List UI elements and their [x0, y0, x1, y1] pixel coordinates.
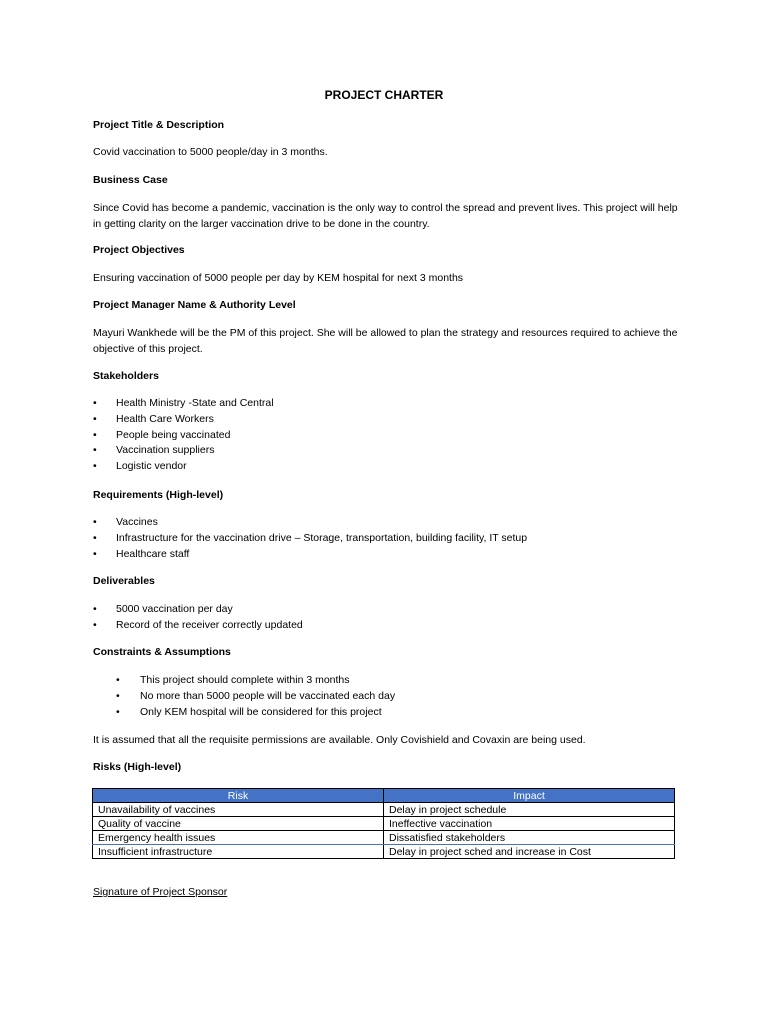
table-header-row [93, 789, 675, 803]
page-title: PROJECT CHARTER [324, 88, 444, 102]
table-cell: Delay in project sched and increase in Cost [384, 845, 675, 859]
risk-table [92, 788, 675, 859]
list-item: • This project should complete within 3 months [116, 673, 395, 689]
list-item: • Vaccination suppliers [93, 443, 274, 459]
table-cell: Emergency health issues [93, 831, 384, 845]
list-item: • Health Care Workers [93, 412, 274, 428]
constraints-list [116, 673, 395, 720]
text-title-description: Covid vaccination to 5000 people/day in 3 months. [93, 146, 328, 158]
list-item: • No more than 5000 people will be vaccinated each day [116, 689, 395, 705]
text-manager: Mayuri Wankhede will be the PM of this project. She will be allowed to plan the strategy and resources required to achieve the objective of this project. [93, 327, 678, 355]
heading-business-case: Business Case [93, 174, 168, 186]
stakeholders-list [93, 396, 274, 475]
text-objectives: Ensuring vaccination of 5000 people per day by KEM hospital for next 3 months [93, 272, 464, 284]
text-assumptions: It is assumed that all the requisite permissions are available. Only Covishield and Covaxin are being used. [93, 734, 586, 746]
table-cell: Quality of vaccine [93, 817, 384, 831]
signature-label: Signature of Project Sponsor [93, 886, 228, 898]
list-item: • Infrastructure for the vaccination drive – Storage, transportation, building facility, IT setup [93, 531, 527, 547]
heading-risks: Risks (High-level) [93, 761, 182, 773]
list-item: • Logistic vendor [93, 459, 274, 475]
list-item: • Record of the receiver correctly updated [93, 618, 303, 634]
list-item: • Health Ministry -State and Central [93, 396, 274, 412]
list-item: • People being vaccinated [93, 428, 274, 444]
column-header-impact: Impact [384, 789, 675, 803]
list-item: • 5000 vaccination per day [93, 602, 303, 618]
list-item: • Healthcare staff [93, 547, 527, 563]
column-header-risk: Risk [93, 789, 384, 803]
table-row [93, 831, 675, 845]
requirements-list [93, 515, 527, 562]
heading-constraints: Constraints & Assumptions [93, 646, 231, 658]
heading-objectives: Project Objectives [93, 244, 185, 256]
text-business-case: Since Covid has become a pandemic, vaccination is the only way to control the spread and prevent lives. This project will help in getting clarity on the larger vaccination drive to be done in the country. [93, 202, 678, 230]
list-item: • Only KEM hospital will be considered for this project [116, 705, 395, 721]
table-cell: Unavailability of vaccines [93, 803, 384, 817]
list-item: • Vaccines [93, 515, 527, 531]
table-row [93, 845, 675, 859]
heading-stakeholders: Stakeholders [93, 370, 159, 382]
heading-title-description: Project Title & Description [93, 119, 225, 131]
table-row [93, 803, 675, 817]
table-row [93, 817, 675, 831]
deliverables-list [93, 602, 303, 634]
table-cell: Ineffective vaccination [384, 817, 675, 831]
heading-manager: Project Manager Name & Authority Level [93, 299, 296, 311]
heading-deliverables: Deliverables [93, 575, 155, 587]
table-cell: Delay in project schedule [384, 803, 675, 817]
table-cell: Insufficient infrastructure [93, 845, 384, 859]
table-cell: Dissatisfied stakeholders [384, 831, 675, 845]
heading-requirements: Requirements (High-level) [93, 489, 224, 501]
